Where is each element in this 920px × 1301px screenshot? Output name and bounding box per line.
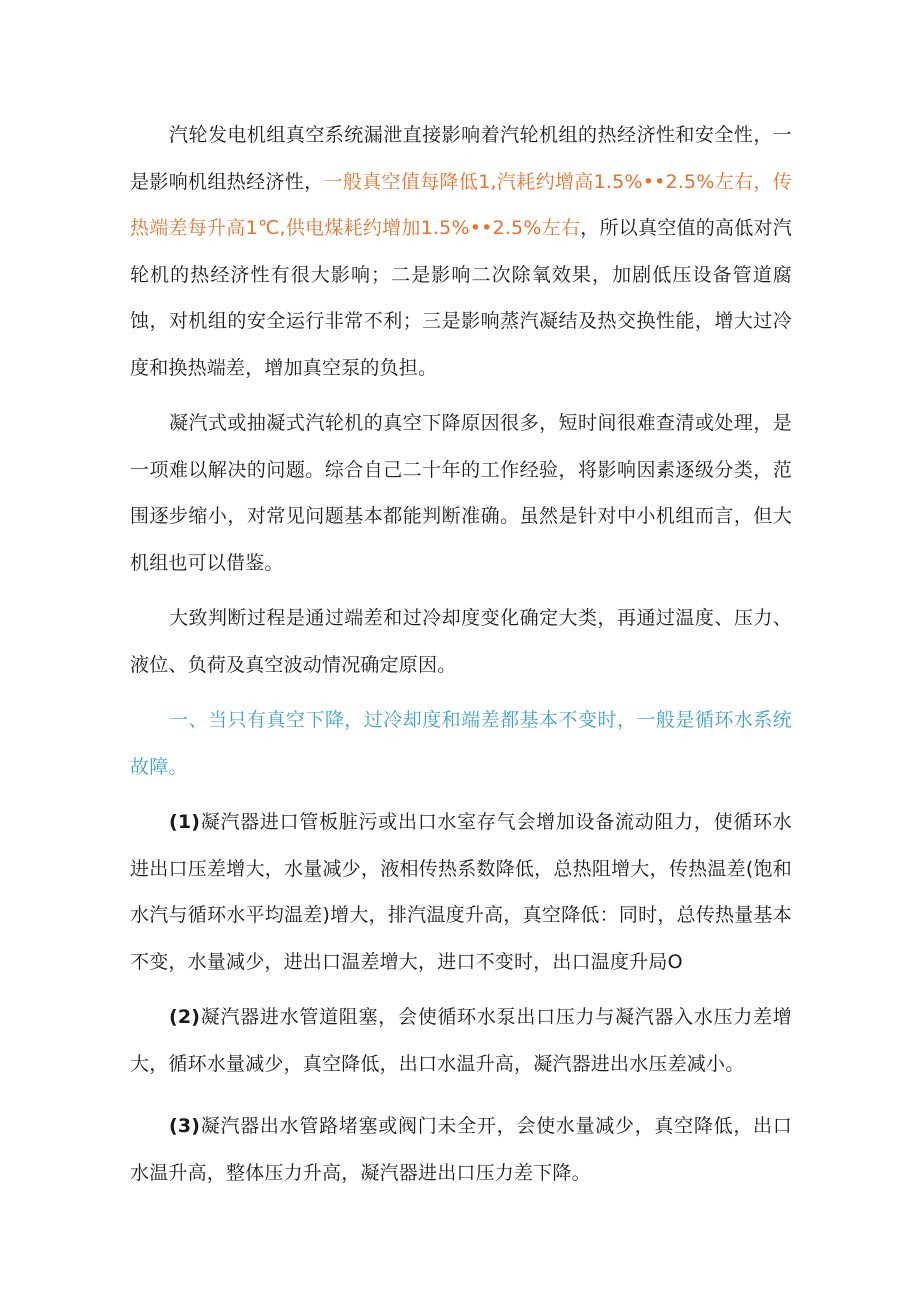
- list-item-1: [130, 799, 792, 985]
- paragraph-vacuum-impact: [130, 112, 792, 391]
- item-text: 凝汽器进水管道阻塞，会使循环水泵出口压力与凝汽器入水压力差增大，循环水量减少，真空降低，出口水温升高，凝汽器进出水压差减小。: [130, 1006, 792, 1075]
- list-item-3: [130, 1103, 792, 1196]
- item-text: 凝汽器出水管路堵塞或阀门未全开，会使水量减少，真空降低，出口水温升高，整体压力升高，凝汽器进出口压力差下降。: [130, 1115, 792, 1184]
- item-number: (1): [169, 811, 201, 833]
- item-number: (2): [169, 1006, 201, 1028]
- highlighted-text: 一般真空值每降低1,汽耗约增高1.5%••2.5%左右，传热端差每升高1℃,供电煤耗约增加1.5%••2.5%左右: [130, 170, 792, 239]
- section-heading-1: 一、当只有真空下降，过冷却度和端差都基本不变时，一般是循环水系统故障。: [130, 709, 792, 778]
- paragraph-text: ，所以真空值的高低对汽轮机的热经济性有很大影响；二是影响二次除氧效果，加剧低压设备管道腐蚀，对机组的安全运行非常不利；三是影响蒸汽凝结及热交换性能，增大过冷度和换热端差，增加真空泵的负担。: [130, 217, 792, 379]
- item-text: 凝汽器进口管板脏污或出口水室存气会增加设备流动阻力，使循环水进出口压差增大，水量减少，液相传热系数降低，总热阻增大，传热温差(饱和水汽与循环水平均温差)增大，排汽温度升高，真空降低：同时，总传热量基本不变，水量减少，进出口温差增大，进口不变时，出口温度升局O: [130, 811, 792, 973]
- paragraph-text: 汽轮发电机组真空系统漏泄直接影响着汽轮机组的热经济性和安全性，一是影响机组热经济性，: [130, 124, 792, 193]
- paragraph-judgement: 大致判断过程是通过端差和过冷却度变化确定大类，再通过温度、压力、液位、负荷及真空波动情况确定原因。: [130, 607, 792, 676]
- item-number: (3): [169, 1115, 201, 1137]
- paragraph-causes: 凝汽式或抽凝式汽轮机的真空下降原因很多，短时间很难查清或处理，是一项难以解决的问题。综合自己二十年的工作经验，将影响因素逐级分类，范围逐步缩小，对常见问题基本都能判断准确。虽然是针对中小机组而言，但大机组也可以借鉴。: [130, 412, 792, 574]
- list-item-2: [130, 994, 792, 1087]
